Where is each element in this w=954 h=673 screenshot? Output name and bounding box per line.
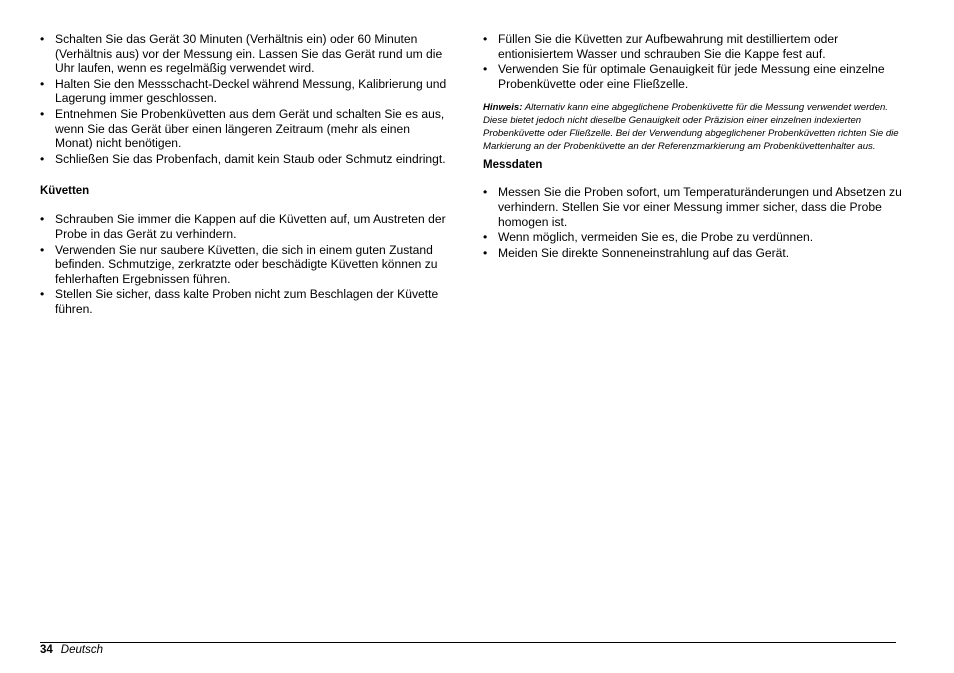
page-footer bbox=[40, 643, 103, 657]
list-item: • Meiden Sie direkte Sonneneinstrahlung auf das Gerät. bbox=[483, 245, 790, 260]
right-bullet-list-2 bbox=[483, 185, 903, 260]
section-heading-messdaten: Messdaten bbox=[483, 159, 543, 172]
list-item-text: Wenn möglich, vermeiden Sie es, die Probe zu verdünnen. bbox=[498, 230, 814, 245]
list-item: • Verwenden Sie nur saubere Küvetten, die sich in einem guten Zustand befinden. Schmutzige, zerkratzte oder beschädigte Küvetten können zu fehlerhaften Ergebnissen führen. bbox=[40, 242, 438, 286]
left-column bbox=[40, 32, 450, 318]
list-item-text: Meiden Sie direkte Sonneneinstrahlung auf das Gerät. bbox=[498, 245, 790, 260]
note-text: Alternativ kann eine abgeglichene Probenküvette für die Messung verwendet werden. Diese bietet jedoch nicht dieselbe Genauigkeit oder Präzision einer einzelnen indexierten Probenküvette oder Fließzelle. Bei der Verwendung abgeglichener Probenküvetten richten Sie die Markierung an der Probenküvette an der Referenzmarkierung am Probenküvettenhalter aus. bbox=[483, 102, 899, 153]
list-item-text: Messen Sie die Proben sofort, um Temperaturänderungen und Absetzen zu verhindern. Stellen Sie vor einer Messung immer sicher, dass die Probe homogen ist. bbox=[498, 185, 902, 229]
list-item: • Stellen Sie sicher, dass kalte Proben nicht zum Beschlagen der Küvette führen. bbox=[40, 287, 439, 316]
list-item: • Verwenden Sie für optimale Genauigkeit für jede Messung eine einzelne Probenküvette oder eine Fließzelle. bbox=[483, 62, 885, 91]
list-item-text: Schalten Sie das Gerät 30 Minuten (Verhältnis ein) oder 60 Minuten (Verhältnis aus) vor der Messung ein. Lassen Sie das Gerät rund um die Uhr laufen, wenn es regelmäßig verwendet wird. bbox=[55, 32, 443, 76]
section-heading-kuevetten: Küvetten bbox=[40, 185, 90, 198]
list-item: • Schließen Sie das Probenfach, damit kein Staub oder Schmutz eindringt. bbox=[40, 151, 446, 166]
list-item-text: Entnehmen Sie Probenküvetten aus dem Gerät und schalten Sie es aus, wenn Sie das Gerät über einen längeren Zeitraum (mehr als einen Monat) nicht benötigen. bbox=[55, 106, 445, 151]
list-item-text: Stellen Sie sicher, dass kalte Proben nicht zum Beschlagen der Küvette führen. bbox=[55, 287, 439, 316]
note bbox=[483, 101, 903, 153]
list-item-text: Verwenden Sie für optimale Genauigkeit für jede Messung eine einzelne Probenküvette oder eine Fließzelle. bbox=[498, 62, 885, 91]
page-number: 34 bbox=[40, 644, 53, 656]
list-item: • Messen Sie die Proben sofort, um Temperaturänderungen und Absetzen zu verhindern. Stellen Sie vor einer Messung immer sicher, dass die Probe homogen ist. bbox=[483, 185, 902, 229]
footer-divider bbox=[40, 642, 896, 643]
list-item-text: Halten Sie den Messschacht-Deckel während Messung, Kalibrierung und Lagerung immer geschlossen. bbox=[55, 76, 447, 106]
right-column bbox=[483, 32, 903, 261]
list-item: • Schalten Sie das Gerät 30 Minuten (Verhältnis ein) oder 60 Minuten (Verhältnis aus) vor der Messung ein. Lassen Sie das Gerät rund um die Uhr laufen, wenn es regelmäßig verwendet wird. bbox=[40, 32, 443, 76]
list-item-text: Schrauben Sie immer die Kappen auf die Küvetten auf, um Austreten der Probe in das Gerät zu verhindern. bbox=[55, 212, 446, 241]
list-item: • Wenn möglich, vermeiden Sie es, die Probe zu verdünnen. bbox=[483, 230, 814, 245]
right-bullet-list-1 bbox=[483, 32, 903, 91]
list-item: • Schrauben Sie immer die Kappen auf die Küvetten auf, um Austreten der Probe in das Gerät zu verhindern. bbox=[40, 212, 446, 241]
list-item: • Entnehmen Sie Probenküvetten aus dem Gerät und schalten Sie es aus, wenn Sie das Gerät über einen längeren Zeitraum (mehr als einen Monat) nicht benötigen. bbox=[40, 106, 445, 151]
list-item: • Füllen Sie die Küvetten zur Aufbewahrung mit destilliertem oder entionisiertem Wasser und schrauben Sie die Kappe fest auf. bbox=[483, 32, 839, 61]
note-label: Hinweis: bbox=[483, 102, 523, 114]
list-item: • Halten Sie den Messschacht-Deckel während Messung, Kalibrierung und Lagerung immer geschlossen. bbox=[40, 76, 447, 106]
list-item-text: Füllen Sie die Küvetten zur Aufbewahrung mit destilliertem oder entionisiertem Wasser und schrauben Sie die Kappe fest auf. bbox=[498, 32, 839, 61]
footer-language: Deutsch bbox=[60, 644, 103, 656]
list-item-text: Schließen Sie das Probenfach, damit kein Staub oder Schmutz eindringt. bbox=[55, 151, 446, 166]
left-bullet-list-2 bbox=[40, 212, 450, 316]
left-bullet-list-1 bbox=[40, 32, 450, 166]
list-item-text: Verwenden Sie nur saubere Küvetten, die sich in einem guten Zustand befinden. Schmutzige, zerkratzte oder beschädigte Küvetten können zu fehlerhaften Ergebnissen führen. bbox=[55, 242, 438, 286]
